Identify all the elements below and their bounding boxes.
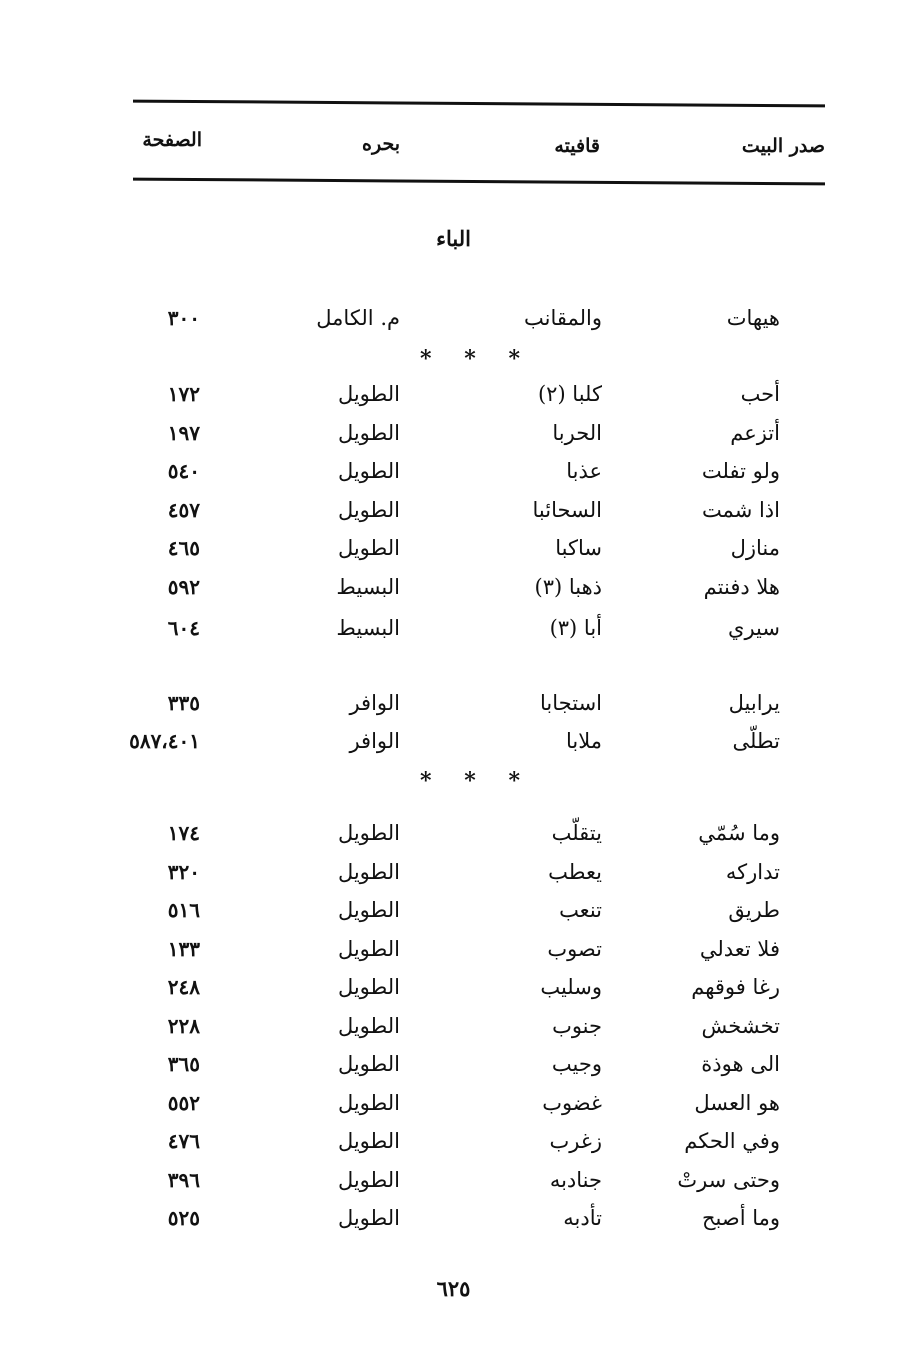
header-rhyme: قافيته [554, 135, 600, 157]
rhyme-cell: تنعب [559, 898, 602, 922]
rhyme-cell: جنادبه [549, 1168, 602, 1192]
rhyme-cell: تأدبه [563, 1206, 602, 1230]
page-cell: ٢٢٨ [167, 1014, 200, 1038]
meter-cell: الطويل [337, 1052, 400, 1076]
meter-cell: الطويل [337, 860, 400, 884]
first-line-cell: سيري [728, 616, 780, 640]
rhyme-cell: وسليب [540, 975, 602, 999]
meter-cell: الطويل [337, 382, 400, 406]
page-cell: ١٧٢ [167, 382, 200, 406]
first-line-cell: تخشخش [701, 1014, 780, 1038]
meter-cell: الطويل [337, 898, 400, 922]
meter-cell: م. الكامل [316, 306, 400, 330]
first-line-cell: تطلّى [732, 729, 780, 753]
meter-cell: الطويل [337, 498, 400, 522]
first-line-cell: تداركه [725, 860, 780, 884]
first-line-cell: فلا تعدلي [699, 937, 780, 961]
first-line-cell: يرابيل [728, 691, 780, 715]
page-cell: ٣٣٥ [167, 691, 200, 715]
header-meter: بحره [362, 133, 400, 155]
first-line-cell: وحتى سرتْ [677, 1168, 780, 1192]
first-line-cell: هو العسل [694, 1091, 780, 1115]
asterisk-icon: * [508, 768, 520, 794]
meter-cell: الطويل [337, 1129, 400, 1153]
page-cell: ١٧٤ [167, 821, 200, 845]
meter-cell: الطويل [337, 1014, 400, 1038]
page-cell: ٢٤٨ [167, 975, 200, 999]
rhyme-cell: ملابا [565, 729, 602, 753]
page-cell: ٣٠٠ [167, 306, 200, 330]
first-line-cell: وما سُمّي [698, 821, 780, 845]
meter-cell: الطويل [337, 1168, 400, 1192]
first-line-cell: منازل [730, 536, 780, 560]
page-cell: ٤٥٧ [167, 498, 200, 522]
first-line-cell: ولو تفلت [701, 459, 780, 483]
header-page: الصفحة [142, 129, 202, 151]
rhyme-cell: الحربا [552, 421, 602, 445]
page-cell: ٥٥٢ [167, 1091, 200, 1115]
rhyme-cell: عذبا [566, 459, 602, 483]
first-line-cell: أحب [740, 382, 780, 406]
page-cell: ٣٢٠ [167, 860, 200, 884]
rhyme-cell: ساكبا [555, 536, 602, 560]
asterisk-icon: * [508, 346, 520, 372]
first-line-cell: أتزعم [730, 421, 780, 445]
page-cell: ٤٦٥ [167, 536, 200, 560]
page-number: ٦٢٥ [436, 1276, 471, 1301]
first-line-cell: هيهات [726, 306, 780, 330]
rhyme-cell: يعطب [548, 860, 602, 884]
rhyme-cell: ذهبا (٣) [534, 575, 602, 599]
page-cell: ١٩٧ [167, 421, 200, 445]
meter-cell: الطويل [337, 459, 400, 483]
rhyme-cell: زغرب [549, 1129, 602, 1153]
page-cell: ٥١٦ [167, 898, 200, 922]
meter-cell: الطويل [337, 1206, 400, 1230]
meter-cell: الطويل [337, 1091, 400, 1115]
page-cell: ١٣٣ [167, 937, 200, 961]
separator-1 [420, 346, 520, 372]
asterisk-icon: * [420, 768, 432, 794]
separator-2 [420, 768, 520, 794]
meter-cell: الطويل [337, 975, 400, 999]
page-cell: ٣٦٥ [167, 1052, 200, 1076]
rhyme-cell: جنوب [552, 1014, 602, 1038]
rhyme-cell: وجيب [551, 1052, 602, 1076]
bottom-rule [133, 178, 825, 186]
meter-cell: البسيط [336, 575, 400, 599]
first-line-cell: وما أصبح [701, 1206, 780, 1230]
rhyme-cell: أبا (٣) [549, 616, 602, 640]
page-cell: ٥٢٥ [167, 1206, 200, 1230]
meter-cell: الطويل [337, 937, 400, 961]
meter-cell: الوافر [349, 729, 400, 753]
asterisk-icon: * [420, 346, 432, 372]
rhyme-cell: استجابا [540, 691, 602, 715]
rhyme-cell: غضوب [542, 1091, 602, 1115]
rhyme-cell: كلبا (٢) [537, 382, 602, 406]
rhyme-cell: يتقلّب [551, 821, 602, 845]
meter-cell: الطويل [337, 421, 400, 445]
meter-cell: الوافر [349, 691, 400, 715]
top-rule [133, 100, 825, 108]
meter-cell: الطويل [337, 821, 400, 845]
page-cell: ٣٩٦ [167, 1168, 200, 1192]
page-cell: ٤٧٦ [167, 1129, 200, 1153]
rhyme-cell: السحائبا [532, 498, 602, 522]
rhyme-cell: تصوب [547, 937, 602, 961]
rhyme-cell: والمقانب [523, 306, 602, 330]
page-cell: ٦٠٤ [167, 616, 200, 640]
meter-cell: الطويل [337, 536, 400, 560]
first-line-cell: وفي الحكم [684, 1129, 780, 1153]
header-first-line: صدر البيت [741, 135, 825, 157]
first-line-cell: اذا شمت [701, 498, 780, 522]
asterisk-icon: * [464, 346, 476, 372]
asterisk-icon: * [464, 768, 476, 794]
first-line-cell: هلا دفنتم [703, 575, 780, 599]
page-cell: ٥٩٢ [167, 575, 200, 599]
first-line-cell: رغا فوقهم [691, 975, 780, 999]
page-cell: ٥٨٧،٤٠١ [129, 729, 200, 753]
page-cell: ٥٤٠ [167, 459, 200, 483]
first-line-cell: طريق [728, 898, 780, 922]
section-title: الباء [436, 226, 471, 251]
first-line-cell: الى هوذة [701, 1052, 780, 1076]
meter-cell: البسيط [336, 616, 400, 640]
